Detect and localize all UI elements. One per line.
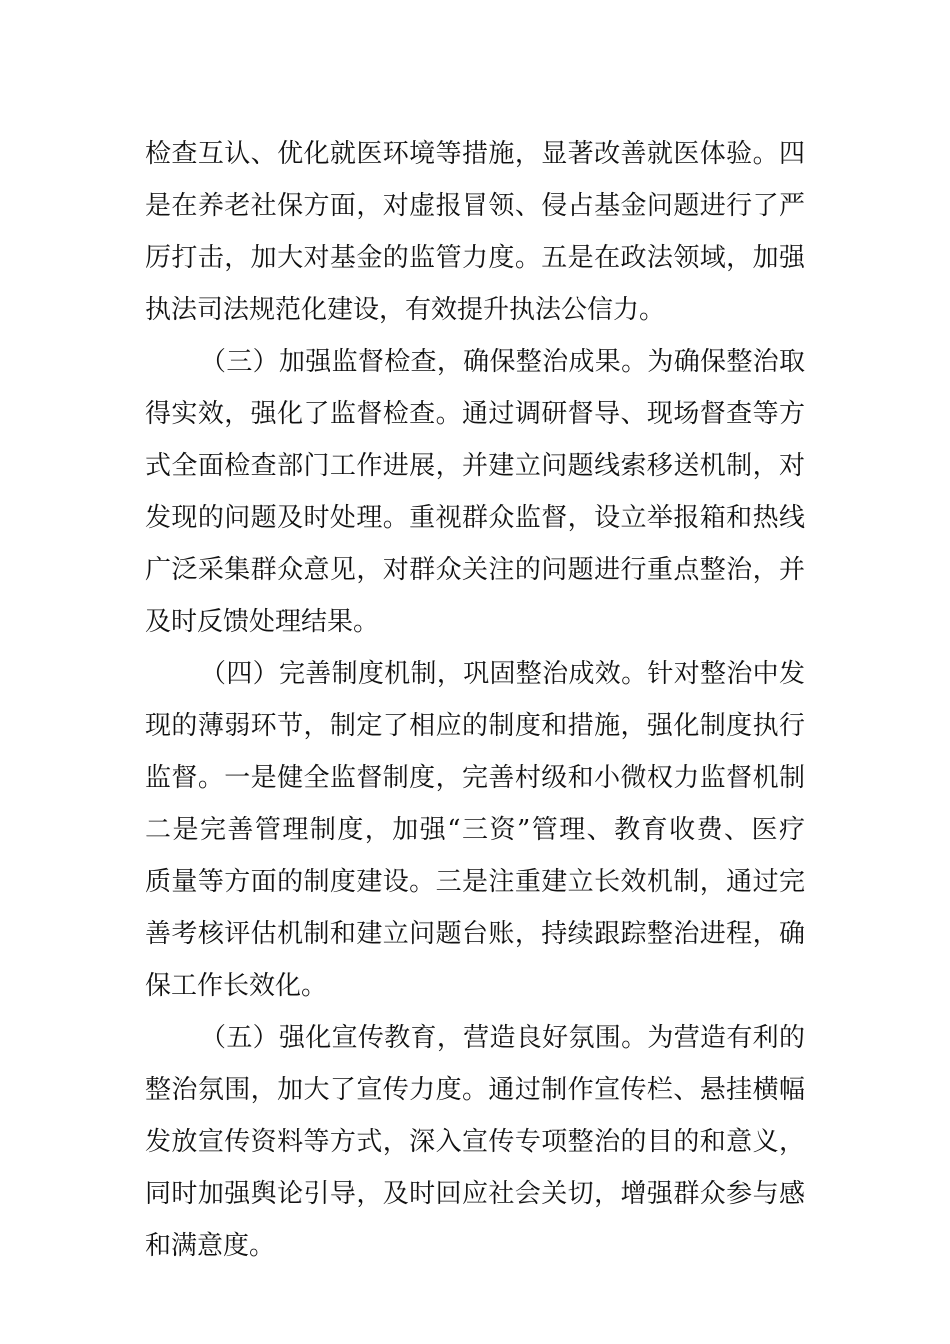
section-heading-line: （四）完善制度机制，巩固整治成效。针对整治中发 (200, 659, 805, 689)
text-line: 和满意度。 (145, 1231, 276, 1261)
text-line: 发放宣传资料等方式，深入宣传专项整治的目的和意义， (145, 1127, 805, 1157)
text-line: 发现的问题及时处理。重视群众监督，设立举报箱和热线 (145, 503, 805, 533)
text-line: 整治氛围，加大了宣传力度。通过制作宣传栏、悬挂横幅 (145, 1075, 805, 1105)
section-heading-line: （五）强化宣传教育，营造良好氛围。为营造有利的 (200, 1023, 805, 1053)
text-line: 式全面检查部门工作进展，并建立问题线索移送机制，对 (145, 451, 805, 481)
text-line: 现的薄弱环节，制定了相应的制度和措施，强化制度执行 (145, 711, 805, 741)
text-line: 同时加强舆论引导，及时回应社会关切，增强群众参与感 (145, 1179, 805, 1209)
text-line: 监督。一是健全监督制度，完善村级和小微权力监督机制 (145, 763, 805, 793)
text-line: 检查互认、优化就医环境等措施，显著改善就医体验。四 (145, 139, 805, 169)
text-line: 得实效，强化了监督检查。通过调研督导、现场督查等方 (145, 399, 805, 429)
text-line: 保工作长效化。 (145, 971, 328, 1001)
text-line: 善考核评估机制和建立问题台账，持续跟踪整治进程，确 (145, 919, 805, 949)
text-line: 二是完善管理制度，加强“三资”管理、教育收费、医疗 (145, 815, 805, 845)
text-line: 质量等方面的制度建设。三是注重建立长效机制，通过完 (145, 867, 805, 897)
text-line: 是在养老社保方面，对虚报冒领、侵占基金问题进行了严 (145, 191, 805, 221)
text-line: 广泛采集群众意见，对群众关注的问题进行重点整治，并 (145, 555, 805, 585)
text-line: 执法司法规范化建设，有效提升执法公信力。 (145, 295, 666, 325)
text-line: 及时反馈处理结果。 (145, 607, 380, 637)
text-line: 厉打击，加大对基金的监管力度。五是在政法领域，加强 (145, 243, 805, 273)
section-heading-line: （三）加强监督检查，确保整治成果。为确保整治取 (200, 347, 805, 377)
